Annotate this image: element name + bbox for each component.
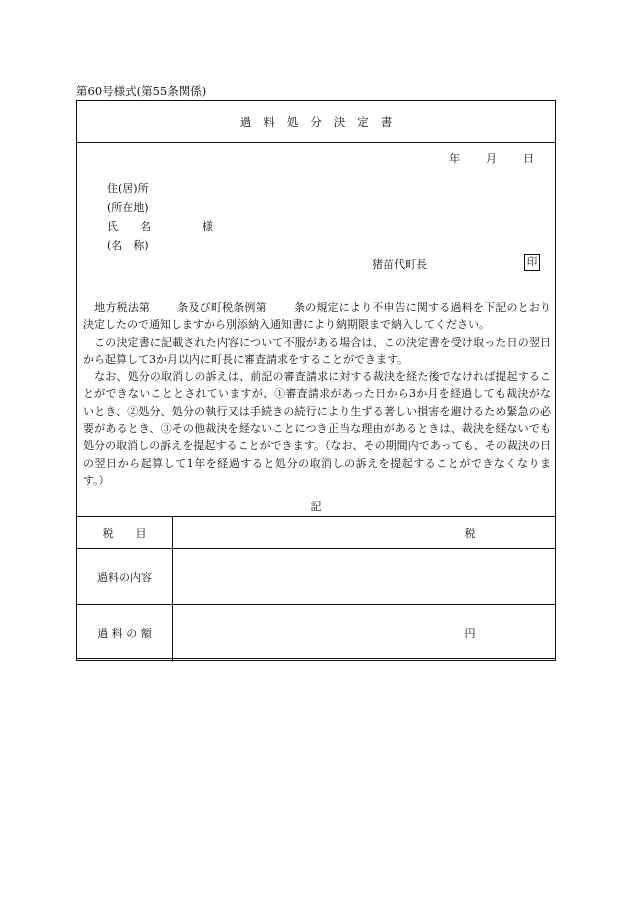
body-paragraph-1 bbox=[83, 299, 551, 334]
table-row bbox=[77, 517, 556, 549]
title-row bbox=[77, 101, 555, 143]
body-paragraph-3-text: なお、処分の取消しの訴えは、前記の審査請求に対する裁決を経た後でなければ提起することができないこととされていますが、①審査請求があった日から3か月を経過しても裁決がないとき、②処分、処分の執行又は手続きの続行により生ずる著しい損害を避けるため緊急の必要があるとき、③その他裁決を経ないことにつき正当な理由があるときは、裁決を経ないでも処分の取消しの訴えを提起することができます。（なお、その期間内であっても、その裁決の日の翌日から起算して1年を経過すると処分の取消しの訴えを提起することができなくなります。） bbox=[83, 370, 551, 487]
date-month: 月 bbox=[486, 152, 497, 165]
tax-item-label: 税 目 bbox=[77, 517, 173, 549]
location-label: (所在地) bbox=[107, 201, 149, 214]
notice-body bbox=[83, 299, 551, 489]
ordinance-article-prefix: 条及び町税条例第 bbox=[177, 301, 267, 314]
penalty-content-value bbox=[173, 549, 556, 605]
table-row bbox=[77, 549, 556, 605]
form-number: 第60号様式(第55条関係) bbox=[76, 84, 207, 98]
body-paragraph-3 bbox=[83, 368, 551, 489]
law-article-prefix: 地方税法第 bbox=[94, 301, 151, 314]
body-paragraph-1-rest: 条の規定により不申告に関する過料を下記のとおり決定したので通知しますから別添納入通知書により納期限まで納入してください。 bbox=[83, 301, 552, 332]
name-label: 氏 名 bbox=[107, 220, 151, 233]
date-day: 日 bbox=[523, 152, 534, 165]
body-paragraph-2 bbox=[83, 334, 551, 369]
address-label: 住(居)所 bbox=[107, 182, 149, 195]
date-line bbox=[449, 150, 534, 166]
decision-form bbox=[76, 100, 556, 659]
penalty-amount-unit: 円 bbox=[173, 605, 556, 661]
table-row bbox=[77, 605, 556, 661]
penalty-amount-label: 過 料 の 額 bbox=[77, 605, 173, 661]
honorific-sama: 様 bbox=[202, 220, 213, 233]
date-year: 年 bbox=[449, 152, 460, 165]
detail-table bbox=[76, 516, 556, 661]
document-title: 過料処分決定書 bbox=[239, 114, 405, 129]
tax-item-value: 税 bbox=[173, 517, 556, 549]
seal-mark: 印 bbox=[524, 254, 540, 271]
penalty-content-label: 過料の内容 bbox=[77, 549, 173, 605]
issuer-name: 猪苗代町長 bbox=[372, 258, 427, 271]
corp-name-label: (名 称) bbox=[107, 239, 149, 252]
ki-heading: 記 bbox=[310, 500, 322, 513]
body-paragraph-2-text: この決定書に記載された内容について不服がある場合は、この決定書を受け取った日の翌日から起算して3か月以内に町長に審査請求をすることができます。 bbox=[83, 335, 551, 366]
addressee-block bbox=[107, 179, 151, 255]
